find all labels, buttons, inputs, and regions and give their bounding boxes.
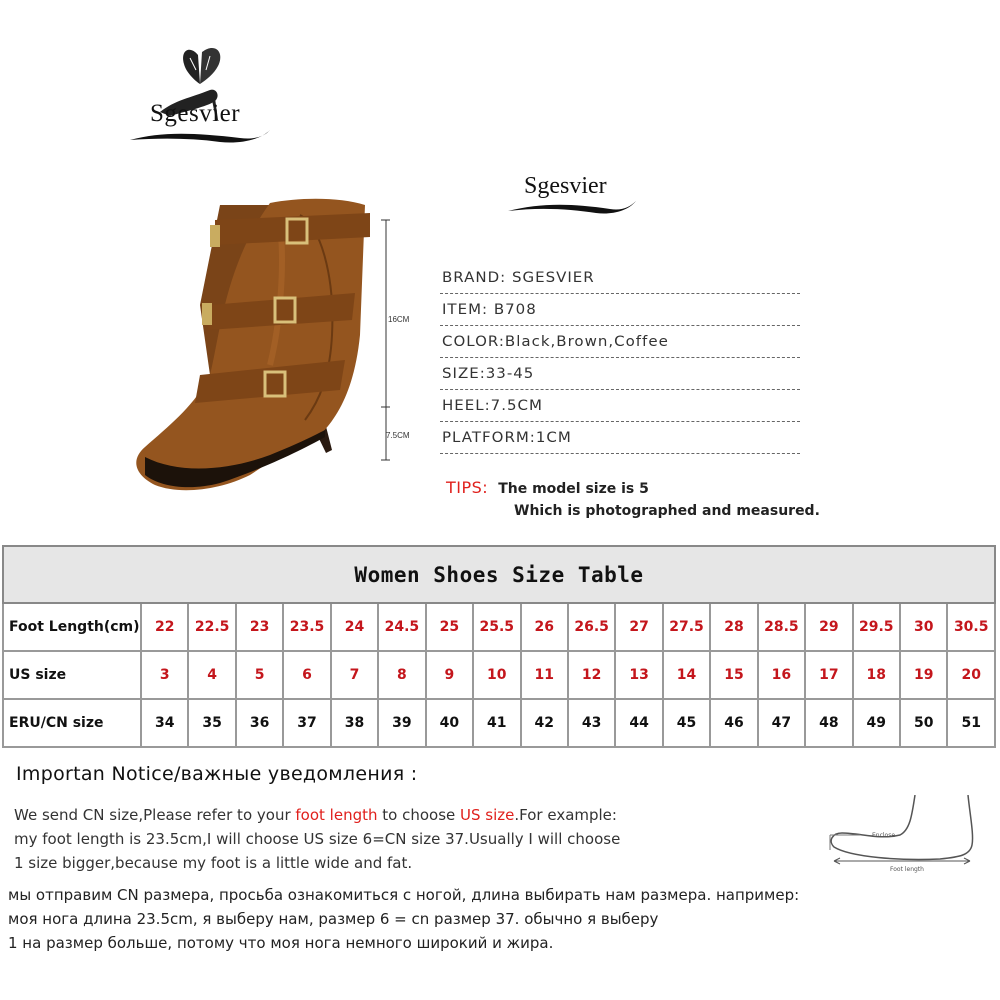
spec-brand: BRAND: SGESVIER xyxy=(440,262,800,294)
size-cell: 27 xyxy=(615,603,662,651)
eu-cn-size-row xyxy=(3,699,995,747)
size-cell: 51 xyxy=(947,699,995,747)
size-cell: 12 xyxy=(568,651,615,699)
swoosh-icon xyxy=(500,165,650,225)
size-cell: 44 xyxy=(615,699,662,747)
brand-logo-small xyxy=(500,165,650,225)
size-cell: 14 xyxy=(663,651,710,699)
size-cell: 4 xyxy=(188,651,235,699)
spec-item: ITEM: B708 xyxy=(440,294,800,326)
size-cell: 34 xyxy=(141,699,188,747)
brand-name-small: Sgesvier xyxy=(524,173,607,199)
size-cell: 7 xyxy=(331,651,378,699)
size-cell: 46 xyxy=(710,699,757,747)
size-cell: 25 xyxy=(426,603,473,651)
highlight-us-size: US size xyxy=(460,806,515,824)
size-cell: 29.5 xyxy=(853,603,900,651)
notice-en-line-2: my foot length is 23.5cm,I will choose US size 6=CN size 37.Usually I will choose xyxy=(14,830,621,848)
product-image-boot xyxy=(70,185,410,515)
row-header: US size xyxy=(3,651,141,699)
size-cell: 38 xyxy=(331,699,378,747)
size-cell: 22 xyxy=(141,603,188,651)
spec-heel: HEEL:7.5CM xyxy=(440,390,800,422)
size-cell: 48 xyxy=(805,699,852,747)
size-cell: 26 xyxy=(521,603,568,651)
notice-ru-line-1: мы отправим CN размера, просьба ознакомиться с ногой, длина выбирать нам размера. например: xyxy=(8,886,800,904)
size-cell: 37 xyxy=(283,699,330,747)
size-cell: 49 xyxy=(853,699,900,747)
dimension-heel-label: 7.5CM xyxy=(386,431,410,440)
size-cell: 3 xyxy=(141,651,188,699)
foot-length-row xyxy=(3,603,995,651)
foot-measure-diagram xyxy=(820,795,990,875)
size-cell: 39 xyxy=(378,699,425,747)
size-cell: 22.5 xyxy=(188,603,235,651)
size-cell: 27.5 xyxy=(663,603,710,651)
size-cell: 23 xyxy=(236,603,283,651)
notice-en-line-1: We send CN size,Please refer to your foot length to choose US size.For example: xyxy=(14,806,617,824)
size-cell: 25.5 xyxy=(473,603,520,651)
size-cell: 29 xyxy=(805,603,852,651)
size-cell: 28 xyxy=(710,603,757,651)
tips xyxy=(446,478,846,519)
size-table xyxy=(2,545,996,748)
size-cell: 41 xyxy=(473,699,520,747)
size-cell: 8 xyxy=(378,651,425,699)
tips-line-1: The model size is 5 xyxy=(498,481,649,497)
size-cell: 24 xyxy=(331,603,378,651)
spec-platform: PLATFORM:1CM xyxy=(440,422,800,454)
foot-length-label: Foot length xyxy=(890,866,924,873)
enclose-label: Enclose xyxy=(872,832,896,839)
spec-size: SIZE:33-45 xyxy=(440,358,800,390)
size-cell: 19 xyxy=(900,651,947,699)
spec-list xyxy=(440,262,800,454)
row-header: ERU/CN size xyxy=(3,699,141,747)
dimension-shaft-label: 16CM xyxy=(388,315,410,324)
spec-color: COLOR:Black,Brown,Coffee xyxy=(440,326,800,358)
size-cell: 10 xyxy=(473,651,520,699)
brand-logo xyxy=(120,40,290,160)
foot-icon xyxy=(820,795,990,875)
size-cell: 40 xyxy=(426,699,473,747)
highlight-foot-length: foot length xyxy=(295,806,378,824)
size-cell: 16 xyxy=(758,651,805,699)
size-cell: 28.5 xyxy=(758,603,805,651)
size-cell: 6 xyxy=(283,651,330,699)
notice-ru-line-3: 1 на размер больше, потому что моя нога немного широкий и жира. xyxy=(8,934,554,952)
notice-english xyxy=(14,803,814,875)
size-cell: 18 xyxy=(853,651,900,699)
row-header: Foot Length(cm) xyxy=(3,603,141,651)
size-cell: 9 xyxy=(426,651,473,699)
size-cell: 11 xyxy=(521,651,568,699)
notice-russian xyxy=(8,883,988,955)
us-size-row xyxy=(3,651,995,699)
brand-name: Sgesvier xyxy=(150,100,241,127)
size-cell: 23.5 xyxy=(283,603,330,651)
size-cell: 47 xyxy=(758,699,805,747)
size-cell: 30.5 xyxy=(947,603,995,651)
size-cell: 45 xyxy=(663,699,710,747)
notice-ru-line-2: моя нога длина 23.5cm, я выберу нам, размер 6 = cn размер 37. обычно я выберу xyxy=(8,910,659,928)
size-cell: 13 xyxy=(615,651,662,699)
tips-label: TIPS: xyxy=(446,478,489,497)
size-cell: 50 xyxy=(900,699,947,747)
size-cell: 17 xyxy=(805,651,852,699)
size-cell: 36 xyxy=(236,699,283,747)
size-cell: 24.5 xyxy=(378,603,425,651)
size-cell: 15 xyxy=(710,651,757,699)
tips-line-2: Which is photographed and measured. xyxy=(514,503,820,519)
size-cell: 42 xyxy=(521,699,568,747)
size-table-title: Women Shoes Size Table xyxy=(3,546,995,603)
size-cell: 35 xyxy=(188,699,235,747)
notice-en-line-3: 1 size bigger,because my foot is a little wide and fat. xyxy=(14,854,413,872)
size-cell: 30 xyxy=(900,603,947,651)
size-cell: 43 xyxy=(568,699,615,747)
notice-title: Importan Notice/важные уведомления : xyxy=(16,763,418,785)
size-cell: 26.5 xyxy=(568,603,615,651)
size-cell: 20 xyxy=(947,651,995,699)
size-cell: 5 xyxy=(236,651,283,699)
